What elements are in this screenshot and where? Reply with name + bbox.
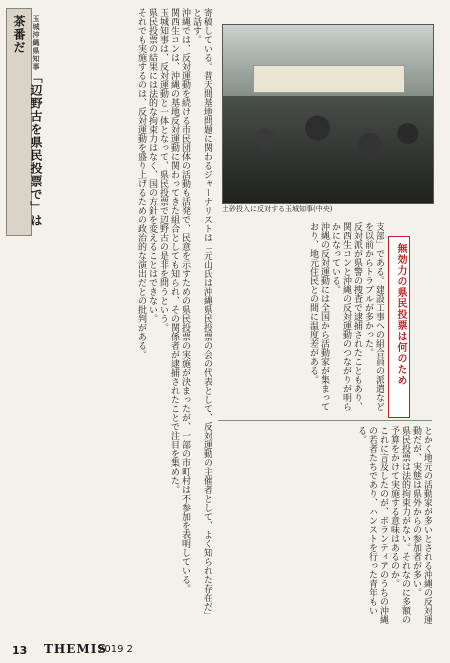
protest-sign — [253, 65, 405, 93]
paragraph: とかく地元の活動家が多いとされる沖縄の反対運動だが、実態は県外からの参加者が多い。 — [411, 426, 432, 624]
text-column-block-right-upper — [218, 222, 384, 412]
page-number: 13 — [12, 644, 28, 657]
paragraph: 支部」である。建設工事への組合員の派遣などを以前からトラブルが多かった。 — [363, 222, 384, 411]
paragraph: 玉城知事は、反対運動と一体となって、県民投票で辺野古の是非を問うという。 — [158, 8, 168, 332]
paragraph: それでも実施するのは、反対運動を盛り上げるための政治的な演出だとの批判がある。 — [136, 8, 146, 359]
header-series: 玉城沖縄県知事 — [32, 15, 40, 71]
photo-caption: 土砂投入に反対する玉城知事(中央) — [222, 205, 333, 213]
section-subheading: 無効力の県民投票は何のため — [388, 236, 410, 418]
text-column-block-right-lower — [218, 426, 432, 626]
magazine-logo: THEMIS — [44, 642, 107, 656]
issue-date: 2019 2 — [98, 644, 133, 655]
article-header — [6, 8, 43, 236]
paragraph: 県民投票の結果には法的な拘束力はなく、国の方針を変えることはできない。 — [147, 8, 157, 323]
crowd-image — [223, 96, 433, 203]
page-footer — [0, 640, 450, 663]
paragraph: 反対派が県警の捜査で逮捕されたこともあり、関西生コンと沖縄の反対運動のつながりが明らかになっている。 — [330, 222, 362, 411]
header-title: 玉城沖縄県知事「辺野古を県民投票で」は茶番だ — [12, 15, 43, 227]
column-divider — [218, 420, 432, 421]
text-column-block-left — [36, 8, 212, 624]
paragraph: 沖縄では、反対運動を続ける市民団体の活動も活発で、民意を示すための県民投票の実施が決まったが、一部の市町村は不参加を表明している。 — [180, 8, 190, 593]
paragraph: これに言及したのが、ボランティアのうちの沖縄の若者たちであり、ハンストを行った青年もいる。 — [356, 426, 388, 624]
paragraph: 関西生コンは、沖縄の基地反対運動に関わってきた組合としても知られ、その関係者が逮捕されたことで注目を集めた。 — [169, 8, 179, 494]
protest-photo — [222, 24, 434, 204]
paragraph: 沖縄の反対運動には全国から活動家が集まっており、地元住民との間に温度差がある。 — [308, 222, 329, 411]
paragraph: 県民投票は法的拘束力がない。それなのに多額の予算をかけて実施する意味はあるのか。 — [389, 426, 410, 624]
paragraph: 寄稿している。普天間基地問題に関わるジャーナリストは「元山氏は沖縄県民投票の会の代表として、反対運動の主催者として、よく知られた存在だ」と話す。 — [191, 8, 212, 620]
